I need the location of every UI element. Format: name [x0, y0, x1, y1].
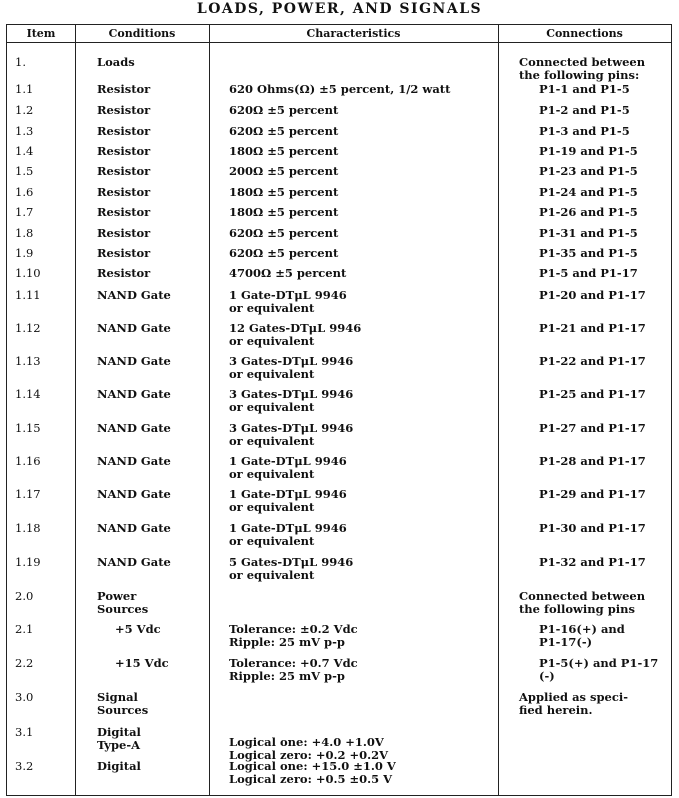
- page-title: LOADS, POWER, AND SIGNALS: [196, 1, 483, 17]
- condition: Resistor: [97, 226, 151, 240]
- condition: Signal Sources: [97, 690, 149, 717]
- header-connections: Connections: [546, 27, 623, 40]
- condition: Resistor: [97, 124, 151, 138]
- item-number: 1.19: [15, 555, 41, 569]
- condition: NAND Gate: [97, 555, 171, 569]
- connection: P1-5(+) and P1-17 (-): [539, 656, 659, 683]
- connection: P1-25 and P1-17: [539, 387, 646, 401]
- column-divider: [209, 25, 210, 795]
- characteristic: 180Ω ±5 percent: [229, 144, 339, 158]
- characteristic: 180Ω ±5 percent: [229, 185, 339, 199]
- condition: Resistor: [97, 185, 151, 199]
- connection: P1-31 and P1-5: [539, 226, 638, 240]
- item-number: 1.18: [15, 521, 41, 535]
- characteristic: 620Ω ±5 percent: [229, 124, 339, 138]
- connection: P1-2 and P1-5: [539, 103, 630, 117]
- item-number: 1.8: [15, 226, 34, 240]
- column-divider: [75, 25, 76, 795]
- characteristic: 12 Gates-DTμL 9946 or equivalent: [229, 321, 362, 348]
- item-number: 1.3: [15, 124, 34, 138]
- characteristic: 620Ω ±5 percent: [229, 226, 339, 240]
- condition: Resistor: [97, 103, 151, 117]
- condition: NAND Gate: [97, 521, 171, 535]
- condition: NAND Gate: [97, 421, 171, 435]
- condition: Resistor: [97, 246, 151, 260]
- column-divider: [498, 25, 499, 795]
- condition: Resistor: [97, 82, 151, 96]
- condition: Resistor: [97, 266, 151, 280]
- connection: P1-28 and P1-17: [539, 454, 646, 468]
- characteristic: 1 Gate-DTμL 9946 or equivalent: [229, 454, 347, 481]
- connection: Connected between the following pins: [519, 589, 646, 616]
- connection: P1-5 and P1-17: [539, 266, 638, 280]
- item-number: 3.1: [15, 725, 34, 739]
- item-number: 1.: [15, 55, 26, 69]
- condition: Resistor: [97, 164, 151, 178]
- item-number: 2.2: [15, 656, 34, 670]
- connection: P1-29 and P1-17: [539, 487, 646, 501]
- connection: P1-35 and P1-5: [539, 246, 638, 260]
- item-number: 1.11: [15, 288, 41, 302]
- characteristic: 3 Gates-DTμL 9946 or equivalent: [229, 421, 354, 448]
- connection: P1-22 and P1-17: [539, 354, 646, 368]
- condition: +5 Vdc: [115, 622, 161, 636]
- characteristic: 1 Gate-DTμL 9946 or equivalent: [229, 288, 347, 315]
- characteristic: Tolerance: ±0.2 Vdc Ripple: 25 mV p-p: [229, 622, 358, 649]
- condition: NAND Gate: [97, 354, 171, 368]
- connection: P1-20 and P1-17: [539, 288, 646, 302]
- condition: Loads: [97, 55, 135, 69]
- condition: NAND Gate: [97, 387, 171, 401]
- characteristic: 1 Gate-DTμL 9946 or equivalent: [229, 521, 347, 548]
- connection: P1-21 and P1-17: [539, 321, 646, 335]
- item-number: 1.2: [15, 103, 34, 117]
- item-number: 1.5: [15, 164, 34, 178]
- item-number: 2.0: [15, 589, 34, 603]
- header-divider: [7, 42, 671, 43]
- condition: NAND Gate: [97, 321, 171, 335]
- item-number: 1.7: [15, 205, 34, 219]
- loads-power-signals-table: [6, 24, 672, 796]
- connection: P1-19 and P1-5: [539, 144, 638, 158]
- header-item: Item: [26, 27, 56, 40]
- connection: P1-23 and P1-5: [539, 164, 638, 178]
- characteristic: 4700Ω ±5 percent: [229, 266, 347, 280]
- characteristic: 620 Ohms(Ω) ±5 percent, 1/2 watt: [229, 82, 451, 96]
- characteristic: 620Ω ±5 percent: [229, 246, 339, 260]
- connection: Applied as speci- fied herein.: [519, 690, 629, 717]
- condition: +15 Vdc: [115, 656, 169, 670]
- item-number: 1.13: [15, 354, 41, 368]
- item-number: 1.1: [15, 82, 34, 96]
- item-number: 1.4: [15, 144, 34, 158]
- item-number: 1.12: [15, 321, 41, 335]
- condition: NAND Gate: [97, 454, 171, 468]
- characteristic: 620Ω ±5 percent: [229, 103, 339, 117]
- connection: P1-30 and P1-17: [539, 521, 646, 535]
- characteristic: 180Ω ±5 percent: [229, 205, 339, 219]
- connection: P1-3 and P1-5: [539, 124, 630, 138]
- connection: Connected between the following pins:: [519, 55, 646, 82]
- condition: Resistor: [97, 144, 151, 158]
- item-number: 3.2: [15, 759, 34, 773]
- characteristic: 200Ω ±5 percent: [229, 164, 339, 178]
- item-number: 1.14: [15, 387, 41, 401]
- characteristic: 3 Gates-DTμL 9946 or equivalent: [229, 387, 354, 414]
- connection: P1-1 and P1-5: [539, 82, 630, 96]
- characteristic: Logical one: +4.0 +1.0V Logical zero: +0.2 +0.2V: [229, 735, 389, 762]
- connection: P1-27 and P1-17: [539, 421, 646, 435]
- characteristic: Tolerance: +0.7 Vdc Ripple: 25 mV p-p: [229, 656, 358, 683]
- connection: P1-24 and P1-5: [539, 185, 638, 199]
- item-number: 2.1: [15, 622, 34, 636]
- condition: Power Sources: [97, 589, 149, 616]
- item-number: 1.17: [15, 487, 41, 501]
- header-characteristics: Characteristics: [306, 27, 401, 40]
- item-number: 1.10: [15, 266, 41, 280]
- header-conditions: Conditions: [108, 27, 176, 40]
- item-number: 1.9: [15, 246, 34, 260]
- characteristic: 1 Gate-DTμL 9946 or equivalent: [229, 487, 347, 514]
- connection: P1-16(+) and P1-17(-): [539, 622, 625, 649]
- condition: NAND Gate: [97, 487, 171, 501]
- connection: P1-26 and P1-5: [539, 205, 638, 219]
- condition: NAND Gate: [97, 288, 171, 302]
- characteristic: Logical one: +15.0 ±1.0 V Logical zero: +0.5 ±0.5 V: [229, 759, 396, 786]
- condition: Digital: [97, 759, 141, 773]
- item-number: 1.15: [15, 421, 41, 435]
- item-number: 1.6: [15, 185, 34, 199]
- connection: P1-32 and P1-17: [539, 555, 646, 569]
- characteristic: 3 Gates-DTμL 9946 or equivalent: [229, 354, 354, 381]
- characteristic: 5 Gates-DTμL 9946 or equivalent: [229, 555, 354, 582]
- item-number: 3.0: [15, 690, 34, 704]
- condition: Resistor: [97, 205, 151, 219]
- item-number: 1.16: [15, 454, 41, 468]
- condition: Digital Type-A: [97, 725, 141, 752]
